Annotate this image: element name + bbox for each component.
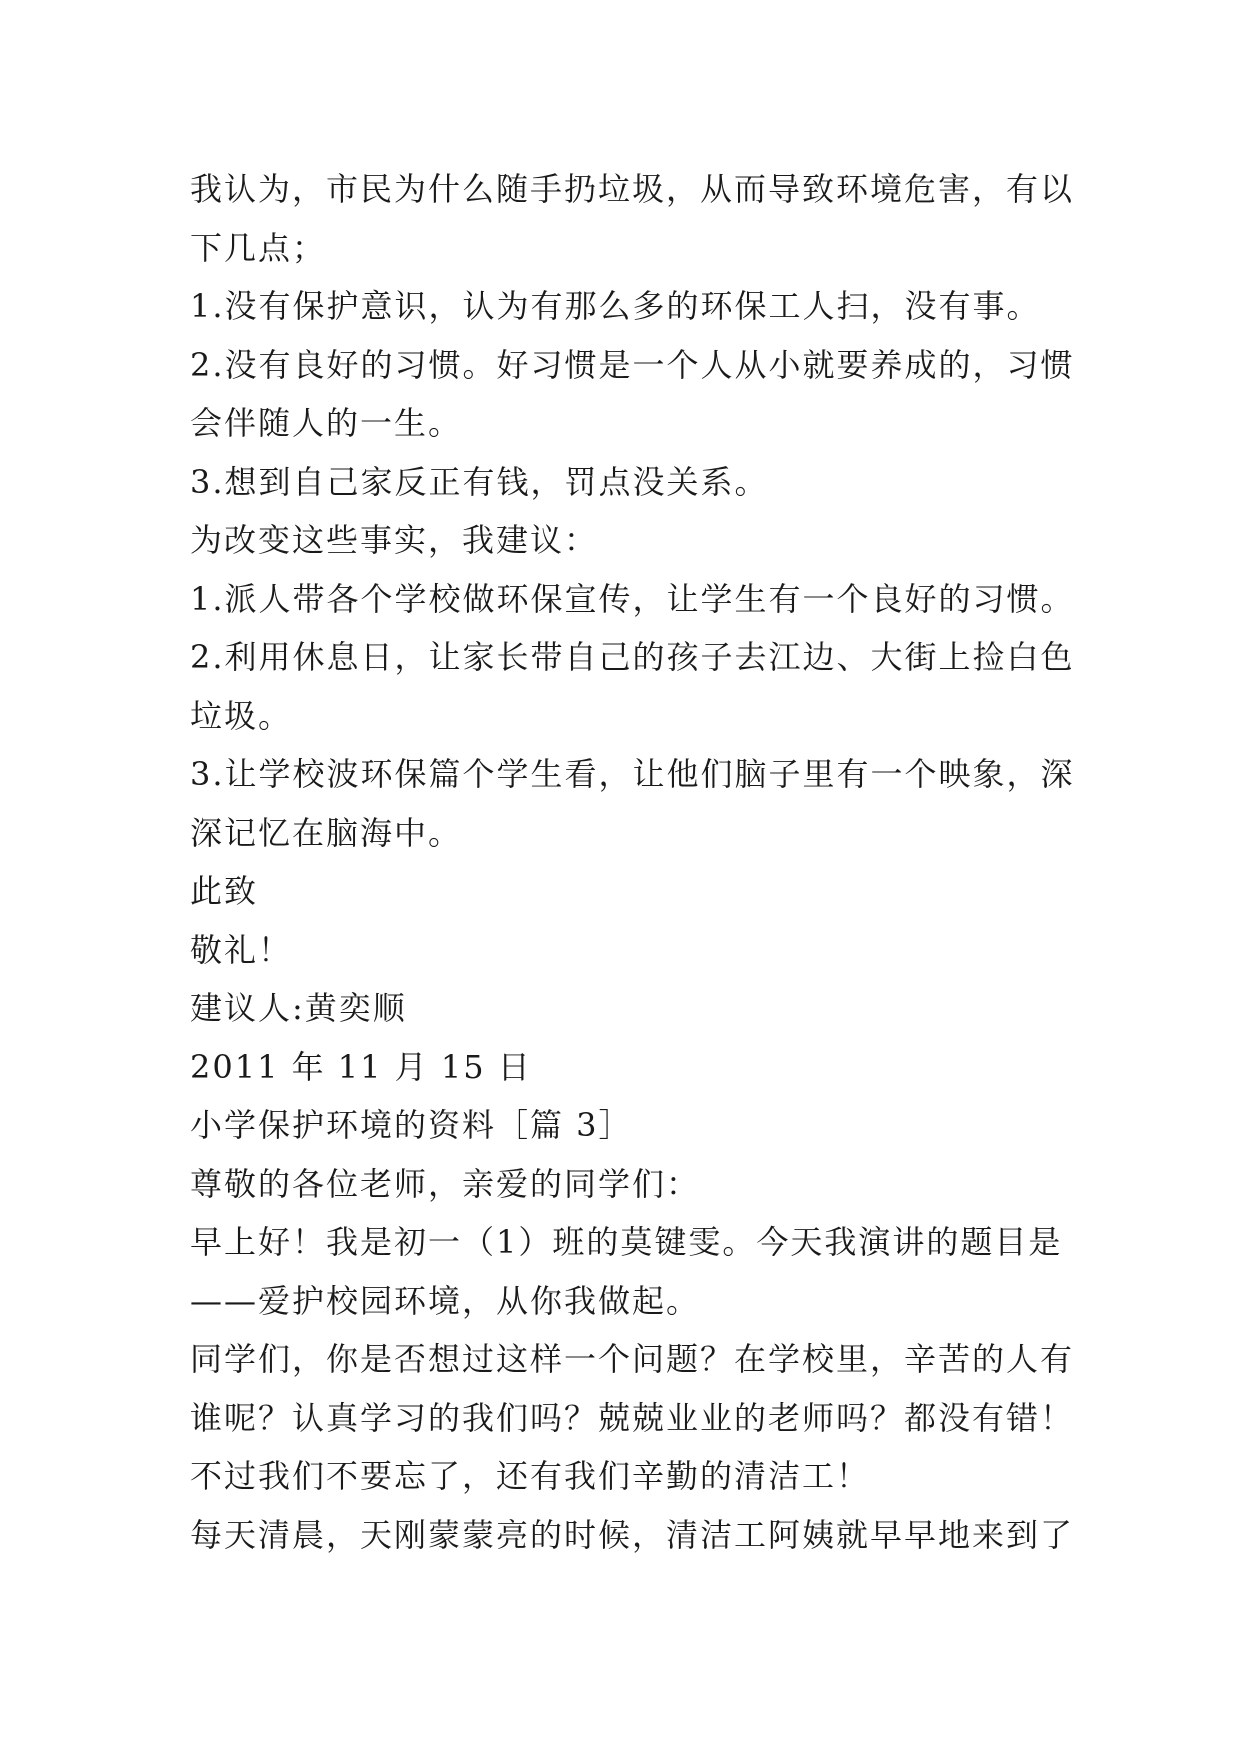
text-line: 早上好！我是初一（1）班的莫键雯。今天我演讲的题目是 — [190, 1223, 1063, 1261]
text-line: 我认为，市民为什么随手扔垃圾，从而导致环境危害，有以 — [190, 170, 1075, 208]
text-line: 1.派人带各个学校做环保宣传，让学生有一个良好的习惯。 — [190, 579, 1075, 618]
salutation-line: 敬礼！ — [190, 930, 293, 969]
text-line: ——爱护校园环境，从你我做起。 — [190, 1281, 701, 1320]
text-line: 不过我们不要忘了，还有我们辛勤的清洁工！ — [190, 1457, 871, 1495]
document-body — [190, 160, 1090, 1564]
text-line: 3.让学校波环保篇个学生看，让他们脑子里有一个映象，深 — [190, 755, 1075, 793]
text-line: 2.没有良好的习惯。好习惯是一个人从小就要养成的，习惯 — [190, 345, 1075, 384]
text-line: 3.想到自己家反正有钱，罚点没关系。 — [190, 462, 769, 501]
text-line: 垃圾。 — [190, 696, 293, 735]
signature-line: 建议人:黄奕顺 — [190, 989, 407, 1027]
text-line: 每天清晨，天刚蒙蒙亮的时候，清洁工阿姨就早早地来到了 — [190, 1515, 1075, 1554]
text-line: 尊敬的各位老师，亲爱的同学们： — [190, 1164, 701, 1203]
text-line: 谁呢？认真学习的我们吗？兢兢业业的老师吗？都没有错！ — [190, 1398, 1075, 1437]
text-line: 会伴随人的一生。 — [190, 404, 463, 442]
text-line: 1.没有保护意识，认为有那么多的环保工人扫，没有事。 — [190, 287, 1041, 325]
text-line: 深记忆在脑海中。 — [190, 813, 463, 852]
text-line: 2.利用休息日，让家长带自己的孩子去江边、大街上捡白色 — [190, 638, 1075, 676]
text-line: 下几点； — [190, 228, 327, 267]
text-line: 同学们，你是否想过这样一个问题？在学校里，辛苦的人有 — [190, 1340, 1075, 1378]
date-line: 2011 年 11 月 15 日 — [190, 1047, 532, 1086]
section-heading: 小学保护环境的资料［篇 3］ — [190, 1106, 633, 1144]
text-line: 为改变这些事实，我建议： — [190, 521, 599, 559]
closing-line: 此致 — [190, 872, 259, 910]
